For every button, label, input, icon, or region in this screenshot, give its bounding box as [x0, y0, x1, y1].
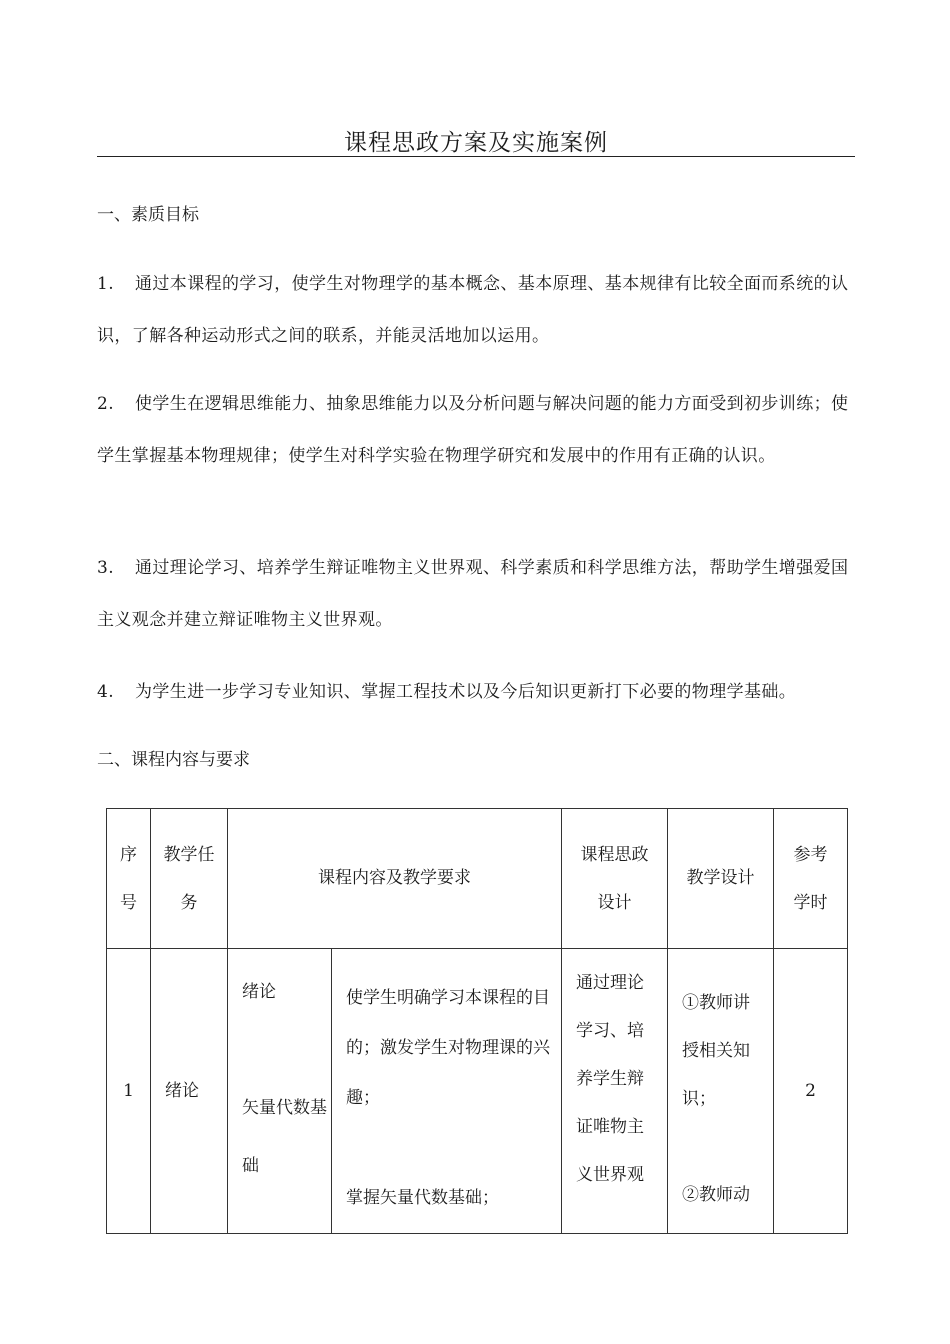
row-design: ①教师讲授相关知识； ②教师动 — [668, 949, 774, 1234]
row-requirement: 使学生明确学习本课程的目的；激发学生对物理课的兴趣； 掌握矢量代数基础； — [332, 949, 562, 1234]
page-title: 课程思政方案及实施案例 — [344, 130, 608, 156]
row-ideology: 通过理论学习、培养学生辩证唯物主义世界观 — [562, 949, 668, 1234]
goal-item-number: 1. — [97, 274, 115, 294]
goal-item-number: 3. — [97, 558, 115, 578]
goal-item-4 — [97, 666, 877, 718]
goal-item-text: 通过理论学习、培养学生辩证唯物主义世界观、科学素质和科学思维方法，帮助学生增强爱国主义观念并建立辩证唯物主义世界观。 — [97, 558, 849, 630]
goal-item-text: 使学生在逻辑思维能力、抽象思维能力以及分析问题与解决问题的能力方面受到初步训练；使学生掌握基本物理规律；使学生对科学实验在物理学研究和发展中的作用有正确的认识。 — [97, 394, 849, 466]
row-seq: 1 — [107, 949, 151, 1234]
header-content: 课程内容及教学要求 — [228, 809, 562, 949]
goal-item-number: 4. — [97, 682, 115, 702]
section-heading-course-content: 二、课程内容与要求 — [97, 750, 250, 770]
goal-item-number: 2. — [97, 394, 115, 414]
row-task: 绪论 — [151, 949, 228, 1234]
section-heading-quality-goals: 一、素质目标 — [97, 205, 199, 225]
goal-item-3 — [97, 542, 857, 646]
header-ideology: 课程思政设计 — [562, 809, 668, 949]
header-hours: 参考学时 — [774, 809, 848, 949]
table-row — [107, 949, 848, 1234]
title-underline — [97, 156, 855, 157]
course-content-table — [106, 808, 848, 1234]
goal-item-text: 为学生进一步学习专业知识、掌握工程技术以及今后知识更新打下必要的物理学基础。 — [135, 682, 797, 702]
goal-item-text: 通过本课程的学习，使学生对物理学的基本概念、基本原理、基本规律有比较全面而系统的认识，了解各种运动形式之间的联系，并能灵活地加以运用。 — [97, 274, 849, 346]
row-hours: 2 — [774, 949, 848, 1234]
table-header-row — [107, 809, 848, 949]
header-design: 教学设计 — [668, 809, 774, 949]
row-topic: 绪论 矢量代数基础 — [228, 949, 332, 1234]
goal-item-2 — [97, 378, 857, 482]
header-task: 教学任务 — [151, 809, 228, 949]
goal-item-1 — [97, 258, 857, 362]
header-seq: 序号 — [107, 809, 151, 949]
